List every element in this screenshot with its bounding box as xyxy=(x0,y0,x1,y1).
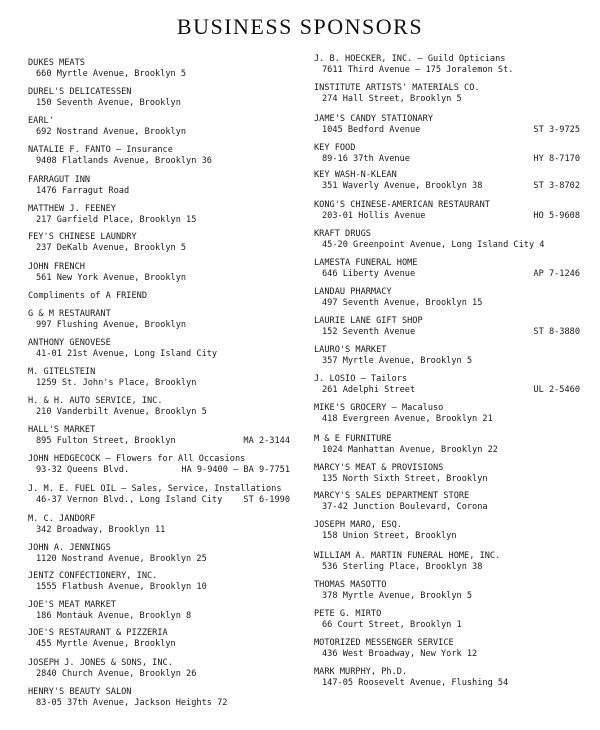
sponsor-entry xyxy=(314,463,580,485)
sponsor-address: 217 Garfield Place, Brooklyn 15 xyxy=(36,215,197,225)
sponsor-name: J. LOSIO — Tailors xyxy=(314,374,408,384)
sponsor-entry xyxy=(28,484,290,506)
sponsor-name: MARCY'S SALES DEPARTMENT STORE xyxy=(314,491,470,501)
sponsor-entry xyxy=(314,403,580,425)
sponsor-name: H. & H. AUTO SERVICE, INC. xyxy=(28,396,163,406)
sponsor-address: 274 Hall Street, Brooklyn 5 xyxy=(322,94,462,104)
sponsor-entry xyxy=(314,200,580,222)
sponsor-detail-row xyxy=(28,525,290,536)
sponsor-address: 93-32 Queens Blvd. xyxy=(36,465,130,475)
sponsor-name: DUKES MEATS xyxy=(28,58,85,68)
sponsor-entry xyxy=(28,262,290,284)
sponsor-address: 660 Myrtle Avenue, Brooklyn 5 xyxy=(36,69,187,79)
sponsor-entry xyxy=(28,571,290,593)
sponsor-name: KONG'S CHINESE-AMERICAN RESTAURANT xyxy=(314,200,490,210)
sponsor-address: 210 Vanderbilt Avenue, Brooklyn 5 xyxy=(36,407,207,417)
sponsor-detail-row xyxy=(28,495,290,506)
sponsor-detail-row xyxy=(28,98,290,109)
sponsor-entry xyxy=(28,514,290,536)
sponsor-entry xyxy=(314,609,580,631)
sponsor-entry xyxy=(28,204,290,226)
sponsor-name: Compliments of A FRIEND xyxy=(28,291,147,301)
sponsor-name: JOHN FRENCH xyxy=(28,262,85,272)
sponsor-name: JOSEPH MARO, ESQ. xyxy=(314,520,402,530)
sponsor-detail-row xyxy=(28,69,290,80)
sponsor-name: MOTORIZED MESSENGER SERVICE xyxy=(314,638,454,648)
sponsor-name: FEY'S CHINESE LAUNDRY xyxy=(28,232,137,242)
sponsor-entry xyxy=(314,54,580,76)
sponsor-name: LAURIE LANE GIFT SHOP xyxy=(314,316,423,326)
sponsor-entry xyxy=(28,600,290,622)
sponsor-entry xyxy=(314,491,580,513)
sponsor-name: MARK MURPHY, Ph.D. xyxy=(314,667,408,677)
sponsor-name: JOHN A. JENNINGS xyxy=(28,543,111,553)
sponsor-name: MIKE'S GROCERY — Macaluso xyxy=(314,403,444,413)
sponsor-name: M. GITELSTEIN xyxy=(28,367,96,377)
sponsor-detail-row xyxy=(28,215,290,226)
sponsor-detail-row xyxy=(28,156,290,167)
sponsor-entry xyxy=(314,638,580,660)
sponsor-address: 261 Adelphi Street xyxy=(322,385,416,395)
sponsor-entry xyxy=(28,116,290,138)
sponsor-detail-row xyxy=(314,125,580,136)
sponsor-detail-row xyxy=(314,678,580,689)
sponsor-address: 1555 Flatbush Avenue, Brooklyn 10 xyxy=(36,582,207,592)
sponsor-name: WILLIAM A. MARTIN FUNERAL HOME, INC. xyxy=(314,551,501,561)
sponsor-detail-row xyxy=(314,240,580,251)
sponsor-detail-row xyxy=(28,243,290,254)
sponsor-address: 1024 Manhattan Avenue, Brooklyn 22 xyxy=(322,445,498,455)
sponsor-entry xyxy=(28,291,290,302)
sponsor-detail-row xyxy=(28,378,290,389)
sponsor-name: M & E FURNITURE xyxy=(314,434,392,444)
sponsor-name: KEY WASH-N-KLEAN xyxy=(314,170,397,180)
sponsor-entry xyxy=(314,143,580,165)
sponsor-entry xyxy=(314,520,580,542)
sponsor-address: 46-37 Vernon Blvd., Long Island City xyxy=(36,495,223,505)
sponsor-address: 1259 St. John's Place, Brooklyn xyxy=(36,378,197,388)
sponsor-address: 237 DeKalb Avenue, Brooklyn 5 xyxy=(36,243,187,253)
sponsor-entry xyxy=(28,58,290,80)
sponsor-detail-row xyxy=(28,639,290,650)
sponsor-entry xyxy=(28,425,290,447)
sponsor-entry xyxy=(28,687,290,709)
sponsor-detail-row xyxy=(28,669,290,680)
sponsor-address: 7611 Third Avenue — 175 Joralemon St. xyxy=(322,65,514,75)
sponsor-detail-row xyxy=(314,154,580,165)
sponsor-detail-row xyxy=(28,186,290,197)
sponsor-name: DUREL'S DELICATESSEN xyxy=(28,87,132,97)
sponsor-address: 342 Broadway, Brooklyn 11 xyxy=(36,525,166,535)
sponsor-detail-row xyxy=(28,273,290,284)
sponsor-detail-row xyxy=(314,502,580,513)
sponsor-detail-row xyxy=(314,649,580,660)
sponsor-address: 150 Seventh Avenue, Brooklyn xyxy=(36,98,181,108)
sponsor-detail-row xyxy=(28,554,290,565)
sponsor-address: 89-16 37th Avenue xyxy=(322,154,410,164)
sponsor-address: 135 North Sixth Street, Brooklyn xyxy=(322,474,488,484)
sponsor-address: 418 Evergreen Avenue, Brooklyn 21 xyxy=(322,414,493,424)
sponsor-name: KRAFT DRUGS xyxy=(314,229,371,239)
sponsor-detail-row xyxy=(314,356,580,367)
sponsor-address: 66 Court Street, Brooklyn 1 xyxy=(322,620,462,630)
sponsor-address: 1476 Farragut Road xyxy=(36,186,130,196)
sponsor-name: JOE'S MEAT MARKET xyxy=(28,600,116,610)
sponsor-detail-row xyxy=(314,531,580,542)
sponsor-detail-row xyxy=(28,320,290,331)
sponsor-address: 9408 Flatlands Avenue, Brooklyn 36 xyxy=(36,156,212,166)
sponsor-entry xyxy=(314,316,580,338)
sponsor-entry xyxy=(28,367,290,389)
sponsor-entry xyxy=(28,175,290,197)
sponsor-phone: HA 9-9400 — BA 9-7751 xyxy=(181,465,290,475)
sponsor-name: JOHN HEDGECOCK — Flowers for All Occasions xyxy=(28,454,246,464)
sponsor-detail-row xyxy=(28,611,290,622)
sponsor-name: J. B. HOECKER, INC. — Guild Opticians xyxy=(314,54,506,64)
sponsor-entry xyxy=(314,287,580,309)
sponsor-address: 45-20 Greenpoint Avenue, Long Island City 4 xyxy=(322,240,545,250)
sponsor-address: 158 Union Street, Brooklyn xyxy=(322,531,457,541)
sponsor-entry xyxy=(28,628,290,650)
sponsor-detail-row xyxy=(28,349,290,360)
sponsor-detail-row xyxy=(314,181,580,192)
sponsor-address: 203-01 Hollis Avenue xyxy=(322,211,426,221)
sponsor-name: M. C. JANDORF xyxy=(28,514,96,524)
sponsor-address: 895 Fulton Street, Brooklyn xyxy=(36,436,176,446)
sponsor-phone: HO 5-9608 xyxy=(533,211,580,221)
sponsor-name: INSTITUTE ARTISTS' MATERIALS CO. xyxy=(314,83,480,93)
sponsor-detail-row xyxy=(28,407,290,418)
sponsor-entry xyxy=(314,551,580,573)
sponsor-entry xyxy=(28,454,290,476)
sponsor-detail-row xyxy=(28,127,290,138)
sponsor-address: 692 Nostrand Avenue, Brooklyn xyxy=(36,127,187,137)
sponsor-phone: ST 6-1990 xyxy=(243,495,290,505)
sponsor-entry xyxy=(28,145,290,167)
sponsor-name: MARCY'S MEAT & PROVISIONS xyxy=(314,463,444,473)
sponsor-phone: UL 2-5460 xyxy=(533,385,580,395)
sponsor-name: KEY FOOD xyxy=(314,143,356,153)
sponsor-name: EARL' xyxy=(28,116,54,126)
sponsor-entry xyxy=(28,309,290,331)
sponsor-detail-row xyxy=(314,65,580,76)
sponsor-name: G & M RESTAURANT xyxy=(28,309,111,319)
sponsor-name: HENRY'S BEAUTY SALON xyxy=(28,687,132,697)
sponsor-entry xyxy=(28,87,290,109)
sponsor-entry xyxy=(28,232,290,254)
sponsor-address: 1120 Nostrand Avenue, Brooklyn 25 xyxy=(36,554,207,564)
sponsor-entry xyxy=(314,345,580,367)
sponsor-entry xyxy=(28,396,290,418)
sponsor-detail-row xyxy=(314,327,580,338)
sponsor-detail-row xyxy=(314,269,580,280)
sponsor-name: JENTZ CONFECTIONERY, INC. xyxy=(28,571,158,581)
sponsor-address: 37-42 Junction Boulevard, Corona xyxy=(322,502,488,512)
sponsor-name: JOE'S RESTAURANT & PIZZERIA xyxy=(28,628,168,638)
sponsor-detail-row xyxy=(28,698,290,709)
sponsor-entry xyxy=(28,658,290,680)
sponsor-detail-row xyxy=(314,620,580,631)
sponsor-detail-row xyxy=(314,211,580,222)
sponsor-detail-row xyxy=(28,436,290,447)
sponsor-address: 1045 Bedford Avenue xyxy=(322,125,421,135)
sponsor-detail-row xyxy=(28,582,290,593)
sponsor-name: THOMAS MASOTTO xyxy=(314,580,387,590)
sponsor-name: MATTHEW J. FEENEY xyxy=(28,204,116,214)
sponsor-detail-row xyxy=(314,445,580,456)
sponsor-phone: ST 3-9725 xyxy=(533,125,580,135)
sponsor-name: JAME'S CANDY STATIONARY xyxy=(314,114,433,124)
sponsor-address: 646 Liberty Avenue xyxy=(322,269,416,279)
sponsor-name: ANTHONY GENOVESE xyxy=(28,338,111,348)
sponsor-phone: HY 8-7170 xyxy=(533,154,580,164)
sponsor-address: 41-01 21st Avenue, Long Island City xyxy=(36,349,218,359)
sponsor-address: 357 Myrtle Avenue, Brooklyn 5 xyxy=(322,356,473,366)
sponsor-detail-row xyxy=(314,474,580,485)
sponsor-entry xyxy=(314,114,580,136)
sponsor-detail-row xyxy=(314,591,580,602)
sponsor-address: 378 Myrtle Avenue, Brooklyn 5 xyxy=(322,591,473,601)
sponsor-detail-row xyxy=(314,414,580,425)
sponsor-detail-row xyxy=(28,465,290,476)
sponsor-detail-row xyxy=(314,385,580,396)
sponsor-entry xyxy=(28,338,290,360)
sponsor-address: 186 Montauk Avenue, Brooklyn 8 xyxy=(36,611,192,621)
sponsor-name: LAMESTA FUNERAL HOME xyxy=(314,258,418,268)
sponsor-entry xyxy=(314,434,580,456)
sponsor-address: 536 Sterling Place, Brooklyn 38 xyxy=(322,562,483,572)
sponsor-address: 997 Flushing Avenue, Brooklyn xyxy=(36,320,187,330)
sponsor-address: 561 New York Avenue, Brooklyn xyxy=(36,273,187,283)
sponsor-name: J. M. E. FUEL OIL — Sales, Service, Installations xyxy=(28,484,282,494)
sponsor-name: FARRAGUT INN xyxy=(28,175,91,185)
sponsor-detail-row xyxy=(314,94,580,105)
sponsor-entry xyxy=(314,667,580,689)
sponsor-name: PETE G. MIRTO xyxy=(314,609,382,619)
sponsor-phone: ST 3-8702 xyxy=(533,181,580,191)
sponsor-name: LANDAU PHARMACY xyxy=(314,287,392,297)
sponsor-name: HALL'S MARKET xyxy=(28,425,96,435)
sponsor-entry xyxy=(314,229,580,251)
sponsor-name: JOSEPH J. JONES & SONS, INC. xyxy=(28,658,173,668)
page-title: BUSINESS SPONSORS xyxy=(176,14,424,39)
sponsor-address: 497 Seventh Avenue, Brooklyn 15 xyxy=(322,298,483,308)
sponsor-address: 2840 Church Avenue, Brooklyn 26 xyxy=(36,669,197,679)
sponsor-entry xyxy=(314,580,580,602)
sponsor-entry xyxy=(314,170,580,192)
sponsor-entry xyxy=(314,258,580,280)
sponsor-entry xyxy=(314,83,580,105)
sponsor-name: NATALIE F. FANTO — Insurance xyxy=(28,145,173,155)
sponsor-phone: ST 8-3880 xyxy=(533,327,580,337)
sponsor-detail-row xyxy=(314,298,580,309)
sponsor-address: 436 West Broadway, New York 12 xyxy=(322,649,478,659)
sponsor-address: 351 Waverly Avenue, Brooklyn 38 xyxy=(322,181,483,191)
sponsor-address: 455 Myrtle Avenue, Brooklyn xyxy=(36,639,176,649)
sponsor-phone: AP 7-1246 xyxy=(533,269,580,279)
sponsor-entry xyxy=(28,543,290,565)
sponsor-address: 147-05 Roosevelt Avenue, Flushing 54 xyxy=(322,678,509,688)
sponsor-address: 83-05 37th Avenue, Jackson Heights 72 xyxy=(36,698,228,708)
sponsor-name: LAURO'S MARKET xyxy=(314,345,387,355)
sponsor-phone: MA 2-3144 xyxy=(243,436,290,446)
sponsor-address: 152 Seventh Avenue xyxy=(322,327,416,337)
sponsor-detail-row xyxy=(314,562,580,573)
sponsor-entry xyxy=(314,374,580,396)
